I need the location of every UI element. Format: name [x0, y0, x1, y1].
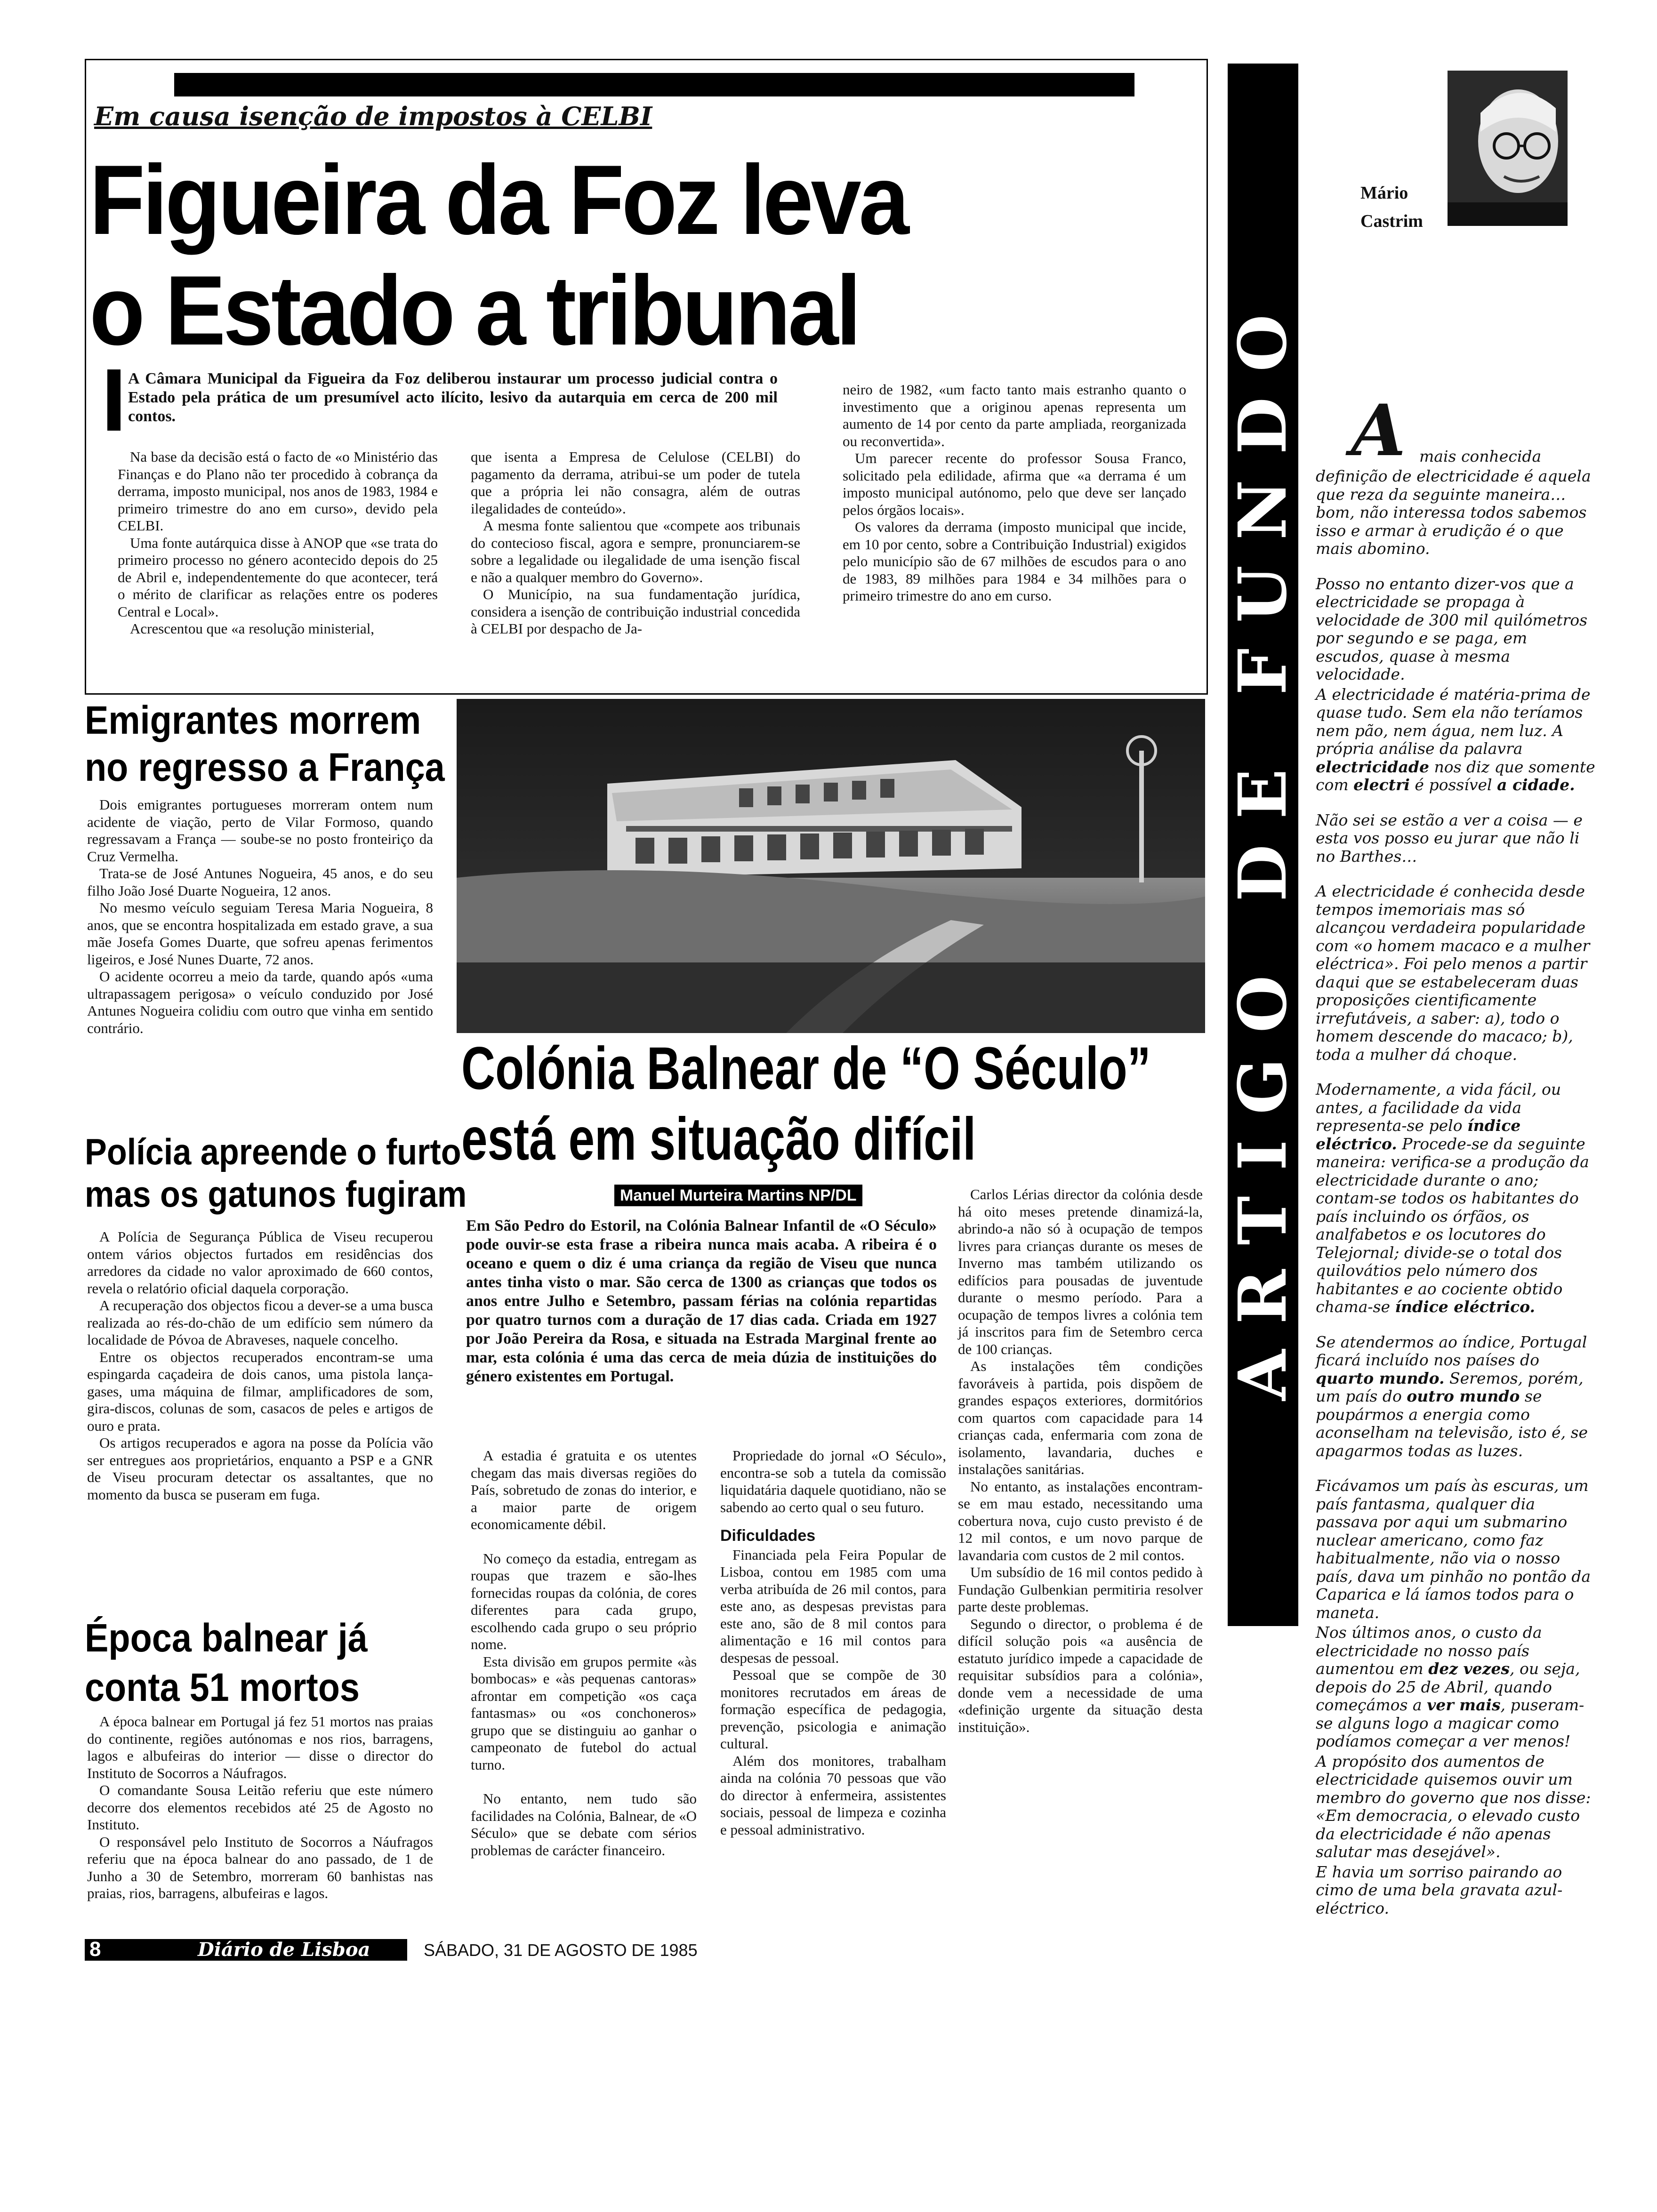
artigo-p5: A electricidade é conhecida desde tempos imemoriais mas só alcançou verdadeira popularidade com «o homem macaco e a mulher eléctrica». Foi pelo menos a partir daqui que se estabeleceram duas proposições cientificamente irrefutáveis, a saber: a), todo o homem descende do macaco; b), toda a mulher dá choque. — [1316, 882, 1590, 1064]
author-first-name: Mário — [1360, 183, 1408, 203]
artigo-p7c: Seremos, porém, um país do — [1316, 1369, 1584, 1405]
policia-headline-line1: Polícia apreende o furto — [85, 1131, 461, 1172]
artigo-vertical-banner — [1224, 64, 1302, 1626]
artigo-p3-bold2: electri — [1353, 776, 1410, 794]
colonia-col3-p3: No entanto, as instalações encontram-se em mau estado, necessitando uma cobertura nova, cujo custo previsto é de 12 mil contos, e um novo parque de lavandaria com custos de 2 mil contos. — [958, 1478, 1203, 1563]
lead-column-1 — [118, 449, 438, 638]
artigo-p4: Não sei se estão a ver a coisa — e esta vos posso eu jurar que não li no Barthes… — [1316, 810, 1583, 866]
artigo-p3-bold3: a cidade. — [1497, 776, 1575, 794]
artigo-p6a: Modernamente, a vida fácil, ou antes, a facilidade da vida representa-se pelo — [1316, 1080, 1561, 1135]
emigrantes-p1: Dois emigrantes portugueses morreram ontem num acidente de viação, perto de Vilar Formoso, quando regressavam a França — soube-se no posto fronteiriço da Cruz Vermelha. — [87, 796, 433, 865]
lead-headline-line2: o Estado a tribunal — [89, 255, 859, 366]
colonia-col2-p2: Financiada pela Feira Popular de Lisboa, contou em 1985 com uma verba atribuída de 26 mil contos, para este ano, as despesas previstas para este ano, são de 8 mil contos para alimentação e 16 mil contos para despesas de pessoal. — [720, 1546, 946, 1666]
lead-col3-p1: neiro de 1982, «um facto tanto mais estranho quanto o investimento que a originou apenas representa um aumento de 14 por cento da parte ampliada, reorganizada ou reconvertida». — [843, 381, 1186, 449]
policia-p2: A recuperação dos objectos ficou a dever-se a uma busca realizada ao rés-do-chão de um edifício sem número da localidade de Póvoa de Abraveses, naquele concelho. — [87, 1297, 433, 1348]
lead-col2-p2: A mesma fonte salientou que «compete aos tribunais do contecioso fiscal, agora e sempre, pronunciarem-se sobre a legalidade ou ilegalidade de uma isenção fiscal e não a qualquer membro do Governo». — [471, 517, 800, 585]
lead-column-3 — [843, 381, 1186, 605]
artigo-p9a: Nos últimos anos, o custo da electricidade no nosso país aumentou em — [1316, 1623, 1542, 1678]
lead-kicker: Em causa isenção de impostos à CELBI — [94, 101, 652, 131]
artigo-p6-bold2: índice eléctrico. — [1395, 1298, 1535, 1316]
artigo-p2: Posso no entanto dizer-vos que a electricidade se propaga à velocidade de 300 mil quilómetros por segundo e se paga, em escudos, quase à mesma velocidade. — [1316, 574, 1588, 683]
lead-col3-p3: Os valores da derrama (imposto municipal que incide, em 10 por cento, sobre a Contribuição Industrial) exigidos pelo município são de 67 milhões de escudos para o ano de 1983, 89 milhões para 1984 e 34 milhões para o primeiro trimestre do ano em curso. — [843, 519, 1186, 604]
emigrantes-headline-line2: no regresso a França — [85, 745, 445, 789]
colonia-col2-p1: Propriedade do jornal «O Século», encontra-se sob a tutela da comissão liquidatária daquele quotidiano, não se sabendo ao certo qual o seu futuro. — [720, 1447, 946, 1515]
colonia-headline-line1: Colónia Balnear de “O Século” — [461, 1035, 1151, 1102]
lead-col2-p1: que isenta a Empresa de Celulose (CELBI) do pagamento da derrama, atribui-se um poder de tutela que a própria lei não consagra, além de outras ilegalidades de conteúdo». — [471, 449, 800, 517]
colonia-col3-p2: As instalações têm condições favoráveis à partida, pois dispõem de grandes espaços exteriores, dormitórios com quartos com capacidade para 14 crianças cada, enfermaria com zona de isolamento, lavandaria, duches e instalações sanitárias. — [958, 1358, 1203, 1477]
colonia-col3-p4: Um subsídio de 16 mil contos pedido à Fundação Gulbenkian permitiria resolver parte deste problemas. — [958, 1564, 1203, 1615]
emigrantes-p3: No mesmo veículo seguiam Teresa Maria Nogueira, 8 anos, que se encontra hospitalizada em estado grave, a sua mãe Josefa Gomes Duarte, que sofreu apenas ferimentos ligeiros, e José Nunes Duarte, 72 anos. — [87, 899, 433, 968]
epoca-p1: A época balnear em Portugal já fez 51 mortos nas praias do continente, regiões autónomas e nos rios, barragens, lagos e albufeiras do interior — disse o director do Instituto de Socorros a Náufragos. — [87, 1713, 433, 1781]
artigo-p9c: , ou seja, depois do 25 de Abril, quando começámos a — [1316, 1659, 1580, 1714]
colonia-headline-line2: está em situação difícil — [461, 1106, 976, 1173]
lead-col1-p1: Na base da decisão está o facto de «o Ministério das Finanças e do Plano não ter procedido à cobrança da derrama, imposto municipal, nos anos de 1983, 1984 e primeiro trimestre do ano em curso», devido pela CELBI. — [118, 449, 438, 534]
artigo-p3-text: A electricidade é matéria-prima de quase tudo. Sem ela não teríamos nem pão, nem água, nem luz. A própria análise da palavra — [1316, 685, 1591, 758]
colonia-photo — [457, 699, 1205, 1033]
artigo-p9-bold2: ver mais — [1427, 1696, 1501, 1714]
emigrantes-headline-line1: Emigrantes morrem — [85, 698, 421, 742]
colonia-column-1 — [471, 1447, 697, 1859]
lead-standfirst-bar — [107, 369, 121, 431]
colonia-col1-p1: A estadia é gratuita e os utentes chegam das mais diversas regiões do País, sobretudo de zonas do interior, e a maior parte de origem economicamente débil. — [471, 1447, 697, 1532]
artigo-p9e: , puseram-se alguns logo a magicar como podíamos começar a ver menos! — [1316, 1696, 1585, 1750]
artigo-body — [1316, 449, 1598, 1919]
lead-top-bar — [174, 73, 1134, 96]
artigo-p7-bold1: quarto mundo. — [1316, 1369, 1445, 1387]
colonia-subhead: Dificuldades — [720, 1527, 816, 1545]
artigo-p11: E havia um sorriso pairando ao cimo de uma bela gravata azul-eléctrico. — [1316, 1862, 1563, 1917]
emigrantes-p2: Trata-se de José Antunes Nogueira, 45 anos, e do seu filho João José Duarte Nogueira, 12 anos. — [87, 865, 433, 899]
emigrantes-p4: O acidente ocorreu a meio da tarde, quando após «uma ultrapassagem perigosa» o veículo conduzido por José Antunes Nogueira colidiu com outro que vinha em sentido contrário. — [87, 968, 433, 1036]
lead-standfirst: A Câmara Municipal da Figueira da Foz deliberou instaurar um processo judicial contra o Estado pela prática de um presumível acto ilícito, lesivo da autarquia em cerca de 200 mil contos. — [128, 370, 778, 425]
artigo-p7a: Se atendermos ao índice, Portugal ficará incluído nos países do — [1316, 1332, 1587, 1369]
lead-col1-p2: Uma fonte autárquica disse à ANOP que «se trata do primeiro processo no género acontecido depois do 25 de Abril e, independentemente do que acontecer, terá o mérito de clarificar as relações entre os poderes Central e Local». — [118, 534, 438, 620]
colonia-column-3 — [958, 1186, 1203, 1736]
artigo-p3-mid2: é possível — [1409, 776, 1497, 794]
artigo-vertical-title: ARTIGO DE FUNDO — [1224, 289, 1302, 1401]
colonia-col1-p2: No começo da estadia, entregam as roupas que trazem e são-lhes fornecidas roupas da colónia, de cores diferentes para cada grupo, escolhendo cada grupo o seu próprio nome. — [471, 1550, 697, 1652]
artigo-dropcap: A — [1351, 389, 1406, 472]
colonia-byline: Manuel Murteira Martins NP/DL — [614, 1185, 862, 1206]
artigo-p8: Ficávamos um país às escuras, um país fantasma, qualquer dia passava por aqui um submarino nuclear americano, como faz habitualmente, não via o nosso país, dava um pinhão no pontão da Caparica e lá íamos todos para o maneta. — [1316, 1476, 1591, 1622]
footer-masthead: Diário de Lisboa — [198, 1939, 370, 1961]
policia-body — [87, 1228, 433, 1503]
epoca-p3: O responsável pelo Instituto de Socorros a Náufragos referiu que na época balnear do ano passado, de 1 de Junho a 30 de Setembro, morreram 60 banhistas nas praias, rios, barragens, albufeiras e lagos. — [87, 1833, 433, 1901]
artigo-p3-mid: nos diz que somente com — [1316, 757, 1595, 794]
colonia-col3-p5: Segundo o director, o problema é de difícil solução pois «a ausência de estatuto jurídico impede a capacidade de requisitar subsídios para a colónia», donde vem a necessidade de uma «definição urgente da situação desta instituição». — [958, 1615, 1203, 1735]
policia-p4: Os artigos recuperados e agora na posse da Polícia vão ser entregues aos proprietários, enquanto a PSP e a GNR de Viseu procuram detectar os assaltantes, que no momento da busca se puseram em fuga. — [87, 1435, 433, 1503]
footer-date: SÁBADO, 31 DE AGOSTO DE 1985 — [424, 1940, 698, 1960]
epoca-headline-line2: conta 51 mortos — [85, 1665, 360, 1709]
lead-col2-p3: O Município, na sua fundamentação jurídica, considera a isenção de contribuição industrial concedida à CELBI por despacho de Ja- — [471, 586, 800, 637]
colonia-col2-p3: Pessoal que se compõe de 30 monitores recrutados em áreas de formação específica de pedagogia, prevenção, psicologia e animação cultural. — [720, 1667, 946, 1752]
artigo-p3 — [1316, 686, 1598, 794]
colonia-col1-p4: No entanto, nem tudo são facilidades na Colónia, Balnear, de «O Século» que se debate com sérios problemas de carácter financeiro. — [471, 1790, 697, 1859]
policia-headline-line2: mas os gatunos fugiram — [85, 1173, 467, 1215]
lead-column-2 — [471, 449, 800, 638]
colonia-building-image — [457, 699, 1205, 1033]
artigo-p7-bold2: outro mundo — [1407, 1387, 1520, 1405]
epoca-headline-line1: Época balnear já — [85, 1616, 368, 1660]
epoca-body — [87, 1713, 433, 1902]
artigo-p7 — [1316, 1333, 1598, 1460]
lead-col3-p2: Um parecer recente do professor Sousa Franco, solicitado pela edilidade, afirma que «a derrama é um imposto municipal autónomo, pelo que deve ser lançado pelos órgãos locais». — [843, 450, 1186, 518]
artigo-p7e: se poupármos a energia como aconselham na televisão, isto é, se apagarmos todas as luzes. — [1316, 1387, 1588, 1460]
colonia-column-2 — [720, 1447, 946, 1838]
artigo-first-line: mais conhecida — [1419, 447, 1542, 465]
colonia-col1-p3: Esta divisão em grupos permite «às bombocas» e «às pequenas cantoras» afrontar em competição «os caça fantasmas» ou «os conchoneros» grupo que se distinguiu ao ganhar o campeonato de futebol do actual turno. — [471, 1653, 697, 1773]
artigo-p9-bold1: dez vezes — [1428, 1659, 1510, 1678]
footer-page-number: 8 — [89, 1938, 101, 1961]
author-last-name: Castrim — [1360, 211, 1423, 231]
colonia-standfirst: Em São Pedro do Estoril, na Colónia Balnear Infantil de «O Século» pode ouvir-se esta frase a ribeira nunca mais acaba. A ribeira é o oceano e quem o diz é uma criança da região de Viseu que nunca antes tinha visto o mar. São cerca de 1300 as crianças que todos os anos entre Julho e Setembro, passam férias na colónia repartidas por quatro turnos com a duração de 17 dias cada. Criada em 1927 por João Pereira da Rosa, e situada na Estrada Marginal frente ao mar, esta colónia é uma das cerca de meia dúzia de instituições do género existentes em Portugal. — [466, 1217, 937, 1385]
artigo-p6c: Procede-se da seguinte maneira: verifica-se a produção da electricidade durante o ano; contam-se todos os habitantes do país incluindo os órfãos, os analfabetos e os locutores do Telejornal; divide-se o total dos quilovátios pelo número dos habitantes e ao cociente obtido chama-se — [1316, 1134, 1589, 1316]
artigo-p10: A propósito dos aumentos de electricidade quisemos ouvir um membro do governo que nos disse: «Em democracia, o elevado custo da electricidade é não apenas salutar mas desejável». — [1316, 1752, 1591, 1861]
epoca-p2: O comandante Sousa Leitão referiu que este número decorre dos elementos recebidos até 25 de Agosto no Instituto. — [87, 1782, 433, 1833]
lead-headline-line1: Figueira da Foz leva — [89, 144, 907, 255]
policia-p3: Entre os objectos recuperados encontram-se uma espingarda caçadeira de dois canos, uma pistola lança-gases, uma máquina de filmar, amplificadores de som, gira-discos, colunas de som, casacos de peles e artigos de ouro e prata. — [87, 1348, 433, 1434]
lead-col1-p3: Acrescentou que «a resolução ministerial, — [130, 620, 375, 637]
artigo-p9 — [1316, 1624, 1598, 1751]
artigo-p3-bold1: electricidade — [1316, 757, 1429, 776]
artigo-p6 — [1316, 1081, 1598, 1316]
author-photo-image — [1448, 71, 1568, 226]
colonia-col3-p1: Carlos Lérias director da colónia desde há oito meses pretende dinamizá-la, abrindo-a não só à ocupação de tempos livres para crianças durante os meses de Inverno mas também utilizando os edifícios para pousadas de juventude durante o mesmo período. Para a ocupação de tempos livres a colónia tem já inscritos para fim de Setembro cerca de 100 crianças. — [958, 1186, 1203, 1357]
policia-p1: A Polícia de Segurança Pública de Viseu recuperou ontem vários objectos furtados em residências dos arredores da cidade no valor aproximado de 660 contos, revela o relatório oficial daquela corporação. — [87, 1228, 433, 1297]
author-portrait — [1448, 71, 1568, 226]
artigo-p6-bold1: índice eléctrico. — [1316, 1116, 1521, 1153]
artigo-p1: definição de electricidade é aquela que reza da seguinte maneira… bom, não interessa todos sabemos isso e armar à erudição é o que mais abomino. — [1316, 467, 1591, 558]
colonia-col2-p4: Além dos monitores, trabalham ainda na colónia 70 pessoas que vão do director à enfermeira, assistentes sociais, pessoal de limpeza e cozinha e pessoal administrativo. — [720, 1752, 946, 1838]
author-name — [1360, 179, 1423, 235]
emigrantes-body — [87, 796, 433, 1037]
